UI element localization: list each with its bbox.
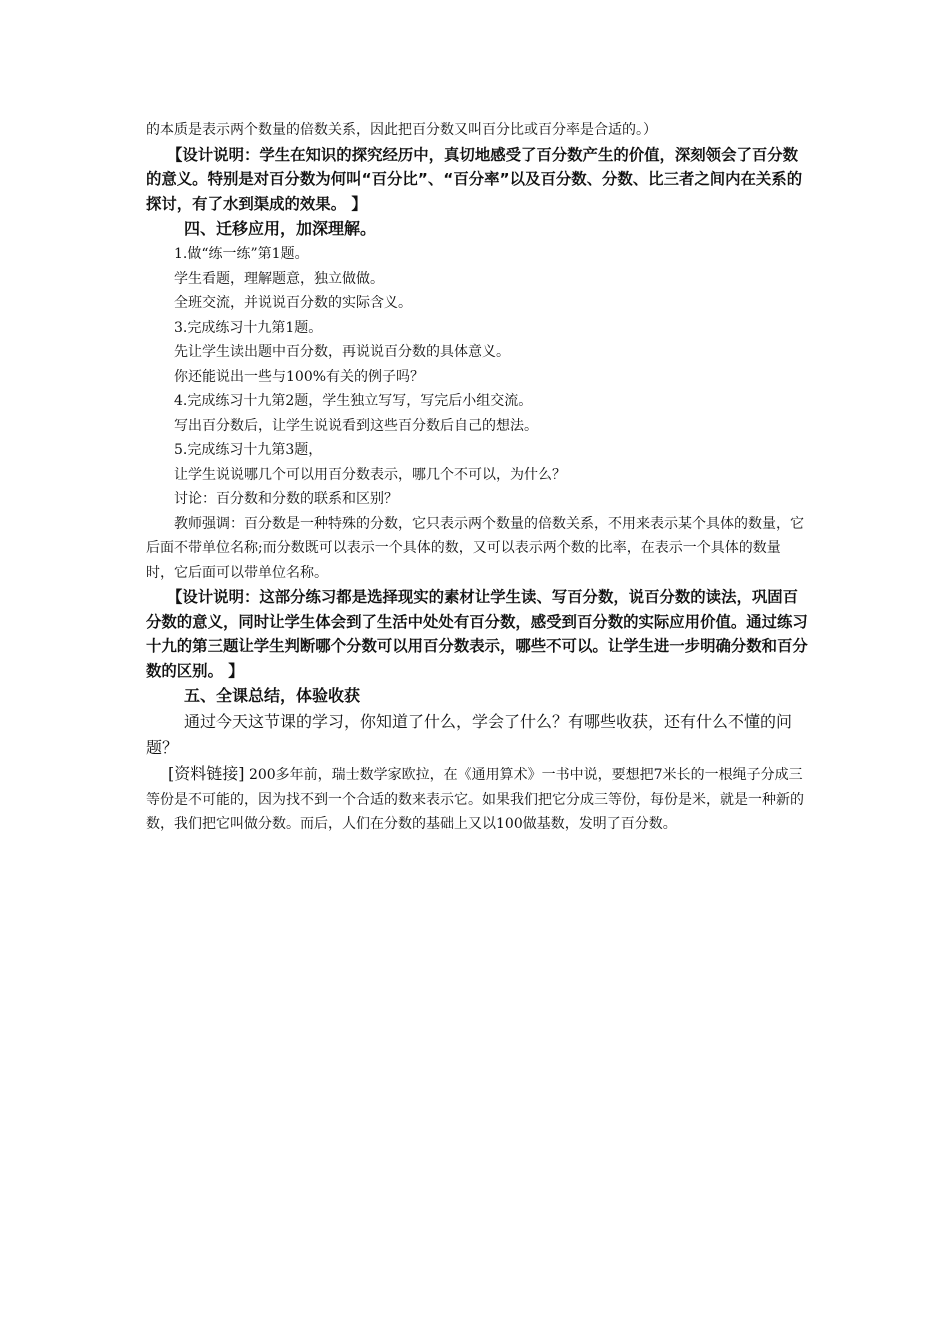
paragraph-continuation: 的本质是表示两个数量的倍数关系，因此把百分数又叫百分比或百分率是合适的。）: [146, 122, 657, 138]
teacher-emphasis: 教师强调：百分数是一种特殊的分数，它只表示两个数量的倍数关系，不用来表示某个具体的数量，它后面不带单位名称;而分数既可以表示一个具体的数，又可以表示两个数的比率，在表示一个具体的数量时，它后面可以带单位名称。: [146, 515, 804, 581]
exercise-line: 3.完成练习十九第1题。: [174, 319, 323, 336]
exercise-line: 5.完成练习十九第3题，: [174, 442, 323, 458]
exercise-line: 学生看题，理解题意，独立做做。: [174, 270, 384, 287]
exercise-line: 写出百分数后，让学生说说看到这些百分数后自己的想法。: [174, 417, 538, 434]
section-heading-4: 四、迁移应用，加深理解。: [184, 219, 377, 238]
design-note-1: 【设计说明：学生在知识的探究经历中，真切地感受了百分数产生的价值，深刻领会了百分数的意义。特别是对百分数为何叫“百分比”、“百分率”以及百分数、分数、比三者之间内在关系的探讨，有了水到渠成的效果。 】: [146, 145, 803, 213]
document-body: [146, 118, 808, 837]
exercise-line: 全班交流，并说说百分数的实际含义。: [174, 295, 412, 311]
reference-link-label: [资料链接]: [168, 764, 245, 783]
section-heading-5: 五、全课总结，体验收获: [184, 686, 361, 705]
summary-paragraph: 通过今天这节课的学习，你知道了什么，学会了什么？有哪些收获，还有什么不懂的问题？: [146, 712, 793, 757]
reference-paragraph: [146, 761, 808, 837]
exercise-line: 1.做“练一练”第1题。: [174, 246, 309, 262]
exercise-line: 你还能说出一些与100%有关的例子吗？: [174, 368, 425, 385]
reference-text: 200多年前，瑞士数学家欧拉，在《通用算术》一书中说，要想把7米长的一根绳子分成三等份是不可能的，因为找不到一个合适的数来表示它。如果我们把它分成三等份，每份是米，就是一种新的数，我们把它叫做分数。而后，人们在分数的基础上又以100做基数，发明了百分数。: [146, 767, 804, 832]
exercise-line: 让学生说说哪几个可以用百分数表示，哪几个不可以，为什么？: [174, 466, 566, 483]
exercise-line: 讨论：百分数和分数的联系和区别？: [174, 491, 398, 507]
design-note-2: 【设计说明：这部分练习都是选择现实的素材让学生读、写百分数，说百分数的读法，巩固百分数的意义，同时让学生体会到了生活中处处有百分数，感受到百分数的实际应用价值。通过练习十九的第三题让学生判断哪个分数可以用百分数表示，哪些不可以。让学生进一步明确分数和百分数的区别。 】: [146, 588, 808, 680]
exercise-line: 4.完成练习十九第2题，学生独立写写，写完后小组交流。: [174, 393, 533, 409]
exercise-line: 先让学生读出题中百分数，再说说百分数的具体意义。: [174, 344, 510, 360]
